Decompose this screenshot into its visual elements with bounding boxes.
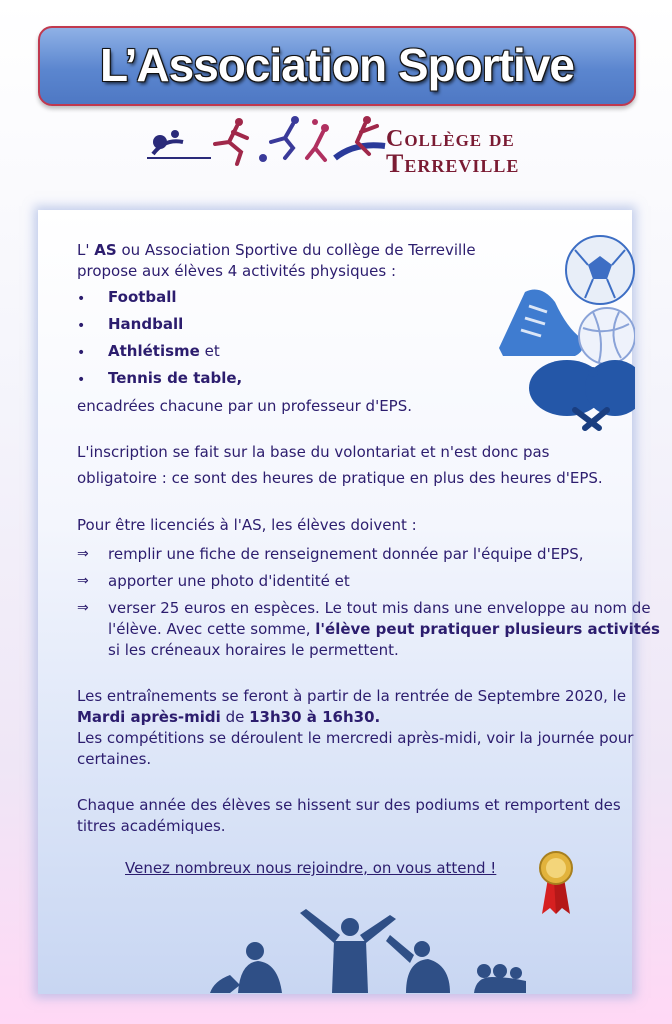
sneaker-icon bbox=[499, 290, 583, 356]
as-abbrev: AS bbox=[94, 241, 117, 259]
intro-rest: ou Association Sportive du collège de Terreville bbox=[116, 241, 476, 259]
activity-handball: Handball bbox=[108, 315, 184, 333]
soccer-ball-icon bbox=[566, 236, 634, 304]
step-payment-line1: verser 25 euros en espèces. Le tout mis dans une enveloppe au nom de bbox=[108, 599, 651, 617]
bullet-icon: • bbox=[77, 318, 86, 334]
intro-line1 bbox=[77, 240, 476, 261]
bullet-icon: • bbox=[77, 372, 86, 388]
inscription-line1: L'inscription se fait sur la base du volontariat et n'est donc pas bbox=[77, 443, 550, 461]
stretching-athlete-silhouette bbox=[386, 935, 450, 993]
crowd-silhouette bbox=[474, 964, 526, 993]
activity-athletisme bbox=[108, 341, 220, 362]
schedule-line2 bbox=[77, 707, 380, 728]
table-tennis-icon bbox=[147, 130, 211, 158]
schedule-connector: de bbox=[220, 708, 250, 726]
college-logo-text bbox=[386, 126, 519, 179]
title-banner bbox=[38, 26, 636, 106]
college-line2: Terreville bbox=[386, 149, 520, 178]
step-photo: apporter une photo d'identité et bbox=[108, 572, 350, 590]
handball-player-icon bbox=[307, 119, 329, 160]
intro-prefix: L' bbox=[77, 241, 95, 259]
bullet-icon: • bbox=[77, 291, 86, 307]
schedule-line3: Les compétitions se déroulent le mercredi après-midi, voir la journée pour bbox=[77, 729, 634, 747]
schedule-line1: Les entraînements se feront à partir de la rentrée de Septembre 2020, le bbox=[77, 687, 627, 705]
schedule-line4: certaines. bbox=[77, 750, 152, 768]
arrow-icon: ⇒ bbox=[77, 546, 89, 562]
sports-equipment-illustration bbox=[495, 232, 635, 432]
licence-intro: Pour être licenciés à l'AS, les élèves doivent : bbox=[77, 516, 417, 534]
step-payment-line2 bbox=[108, 619, 660, 640]
page-title: L’Association Sportive bbox=[100, 39, 574, 91]
arrow-icon: ⇒ bbox=[77, 573, 89, 589]
inscription-line2: obligatoire : ce sont des heures de pratique en plus des heures d'EPS. bbox=[77, 469, 603, 487]
step-payment-text: l'élève. Avec cette somme, bbox=[108, 620, 316, 638]
ping-pong-paddles-icon bbox=[529, 360, 635, 428]
schedule-day: Mardi après-midi bbox=[77, 708, 221, 726]
volleyball-icon bbox=[579, 308, 635, 364]
podium-line1: Chaque année des élèves se hissent sur des podiums et remportent des bbox=[77, 796, 621, 814]
college-line1: Collège de bbox=[386, 126, 515, 152]
step-payment-line3: si les créneaux horaires le permettent. bbox=[108, 641, 399, 659]
seated-athlete-silhouette bbox=[210, 942, 282, 993]
runner-icon bbox=[215, 118, 247, 164]
arrow-icon: ⇒ bbox=[77, 600, 89, 616]
schedule-hours: 13h30 à 16h30. bbox=[249, 708, 381, 726]
activity-label: Athlétisme bbox=[108, 342, 200, 360]
supervised-text: encadrées chacune par un professeur d'EPS. bbox=[77, 397, 413, 415]
cheering-athlete-silhouette bbox=[300, 909, 396, 993]
activity-football: Football bbox=[108, 288, 177, 306]
step-payment-bold: l'élève peut pratiquer plusieurs activités bbox=[315, 620, 660, 638]
intro-line2: propose aux élèves 4 activités physiques : bbox=[77, 262, 397, 280]
activity-tennis-de-table: Tennis de table, bbox=[108, 369, 243, 387]
podium-line2: titres académiques. bbox=[77, 817, 226, 835]
athletes-silhouettes bbox=[200, 905, 530, 993]
college-logo-icon bbox=[335, 116, 385, 158]
activity-suffix: et bbox=[199, 342, 220, 360]
closing-message: Venez nombreux nous rejoindre, on vous attend ! bbox=[125, 859, 497, 877]
medal-icon bbox=[536, 850, 576, 916]
step-fiche: remplir une fiche de renseignement donnée par l'équipe d'EPS, bbox=[108, 545, 584, 563]
football-player-icon bbox=[259, 116, 299, 162]
bullet-icon: • bbox=[77, 345, 86, 361]
